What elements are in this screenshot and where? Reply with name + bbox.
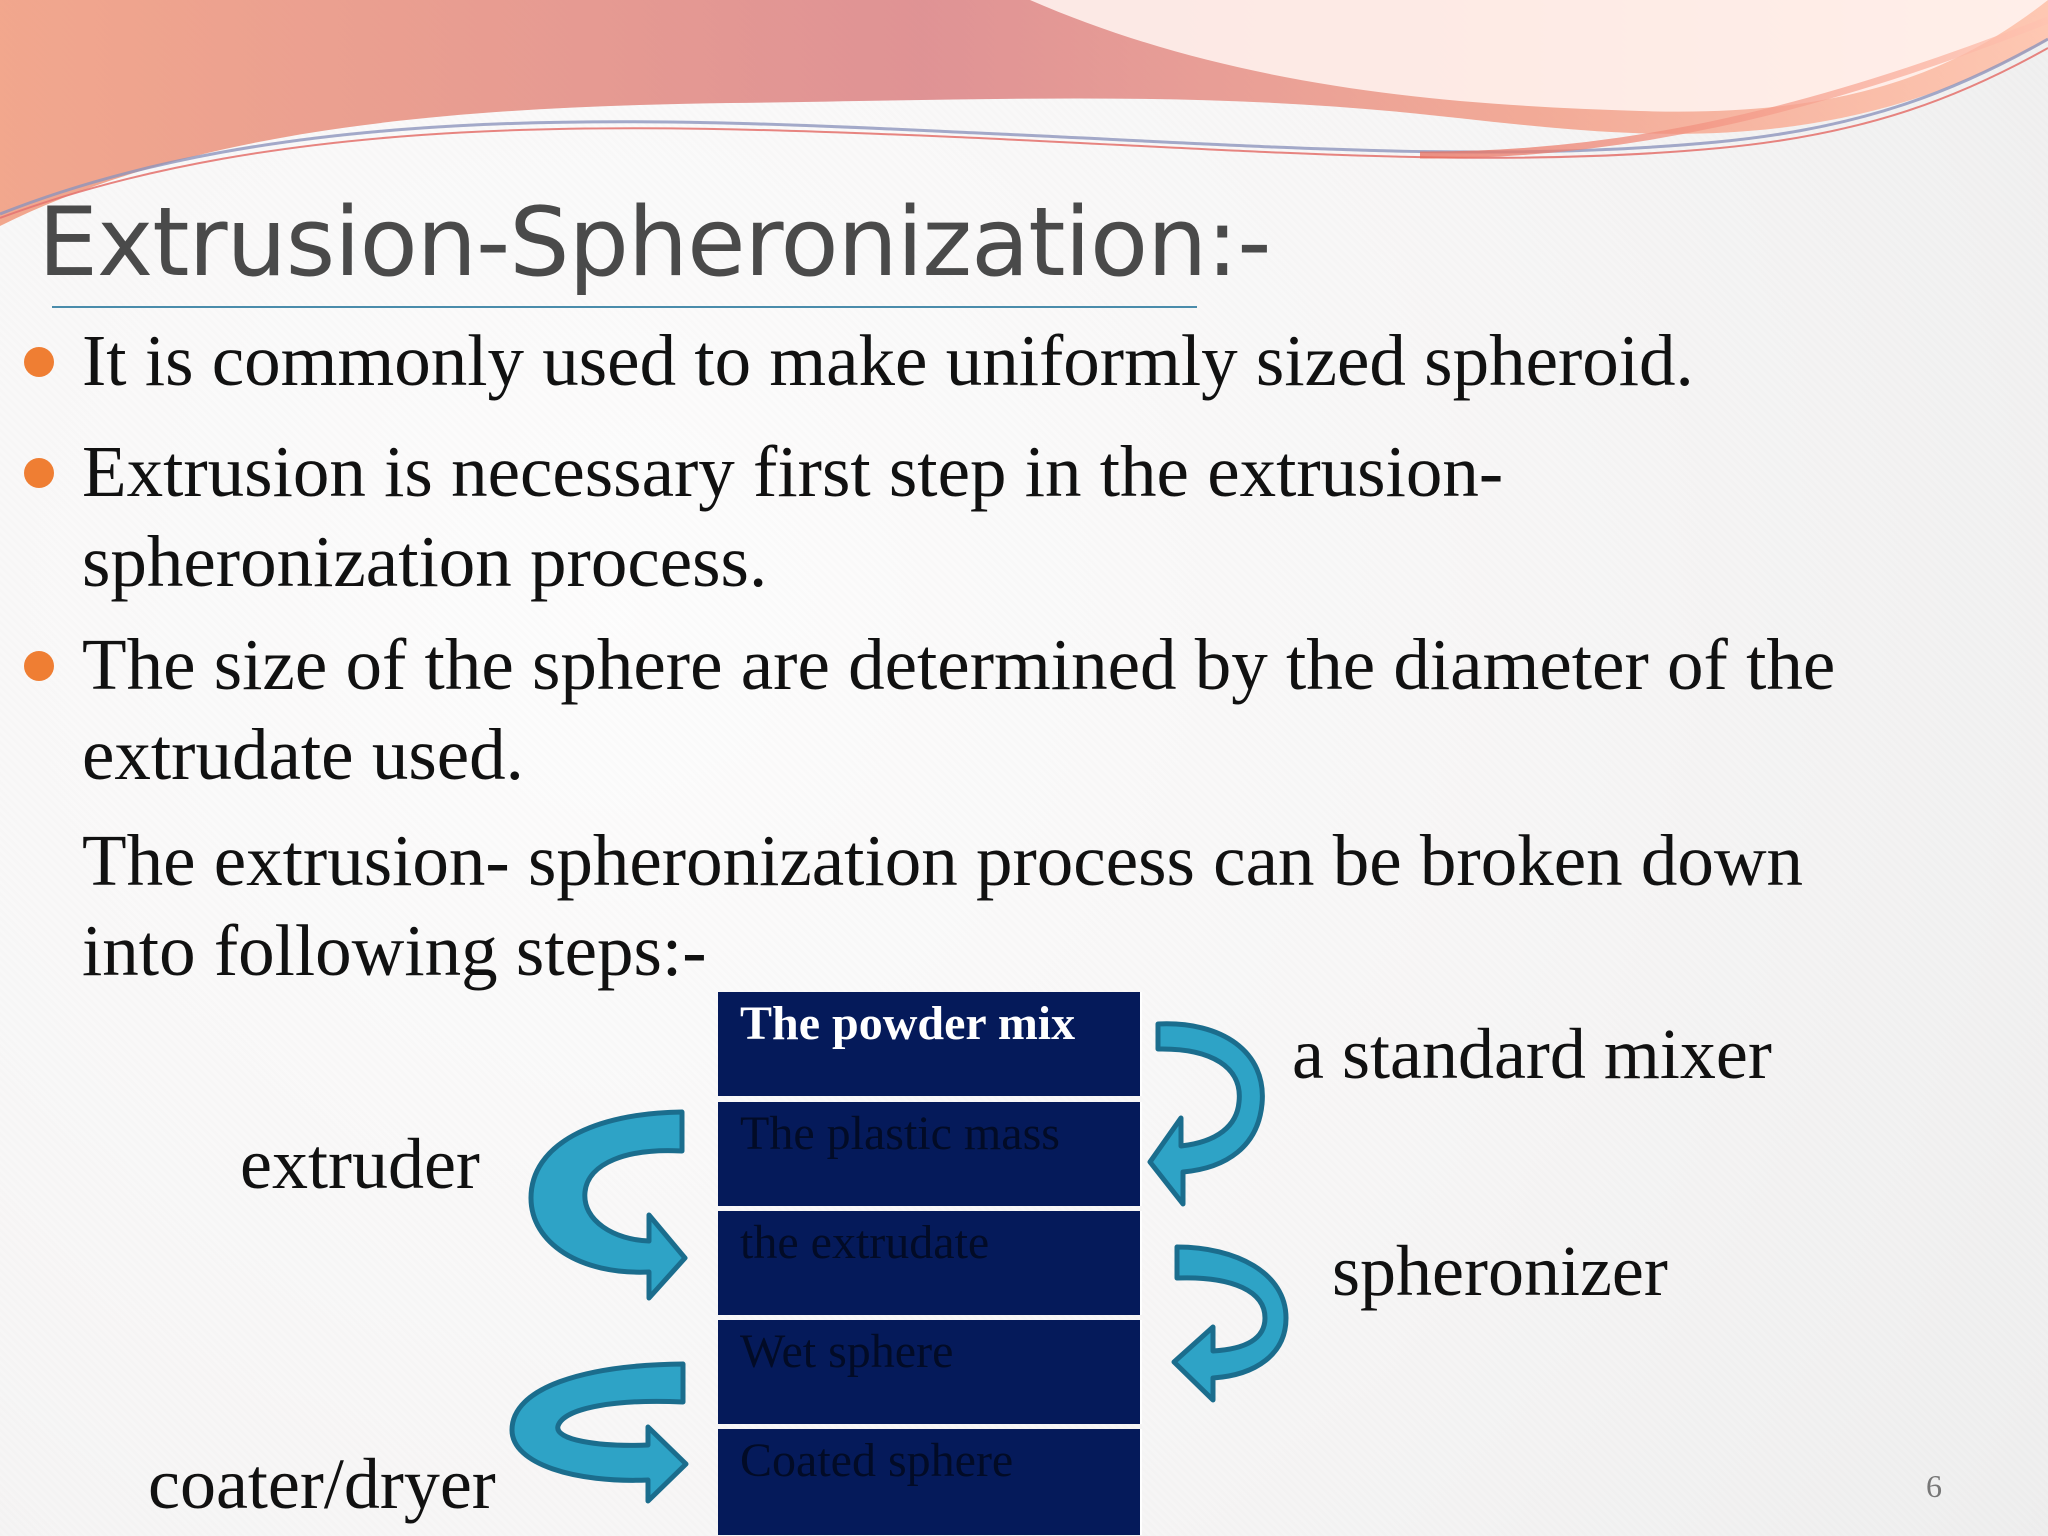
orange-bullet-icon (24, 347, 54, 377)
process-step-label: Coated sphere (740, 1434, 1014, 1487)
process-step-label: The plastic mass (740, 1107, 1060, 1160)
process-step-label: The powder mix (740, 997, 1076, 1050)
process-step-powder-mix (718, 992, 1142, 1096)
spheronizer-curved-arrow-icon (1174, 1242, 1300, 1400)
process-step-plastic-mass (718, 1102, 1142, 1206)
coater-dryer-label: coater/dryer (148, 1444, 496, 1524)
mixer-curved-arrow-icon (1150, 1010, 1280, 1206)
orange-bullet-icon (24, 458, 54, 488)
bullet-text-3: The size of the sphere are determined by the diameter of the extrudate used. (82, 624, 1836, 795)
standard-mixer-label: a standard mixer (1292, 1014, 1772, 1094)
extruder-curved-arrow-icon (525, 1108, 685, 1298)
title-main-text: Extrusion-Spheronization (38, 188, 1207, 298)
spheronizer-label: spheronizer (1332, 1231, 1668, 1311)
process-step-label: the extrudate (740, 1216, 990, 1269)
orange-bullet-icon (24, 651, 54, 681)
slide-page-number: 6 (1926, 1468, 1942, 1504)
process-step-extrudate (718, 1211, 1142, 1315)
extruder-label: extruder (240, 1124, 480, 1204)
slide-title (38, 188, 1271, 298)
process-intro-text: The extrusion- spheronization process can be broken down into following steps:- (82, 820, 1804, 991)
process-step-label: Wet sphere (740, 1325, 954, 1378)
bullet-text-2: Extrusion is necessary first step in the extrusion- spheronization process. (82, 431, 1504, 602)
process-step-coated-sphere (718, 1429, 1142, 1535)
process-step-wet-sphere (718, 1320, 1142, 1424)
title-underline (52, 306, 1197, 308)
bullet-text-1: It is commonly used to make uniformly sized spheroid. (82, 320, 1694, 401)
coater-dryer-curved-arrow-icon (506, 1362, 686, 1502)
title-suffix-text: :- (1206, 188, 1271, 298)
